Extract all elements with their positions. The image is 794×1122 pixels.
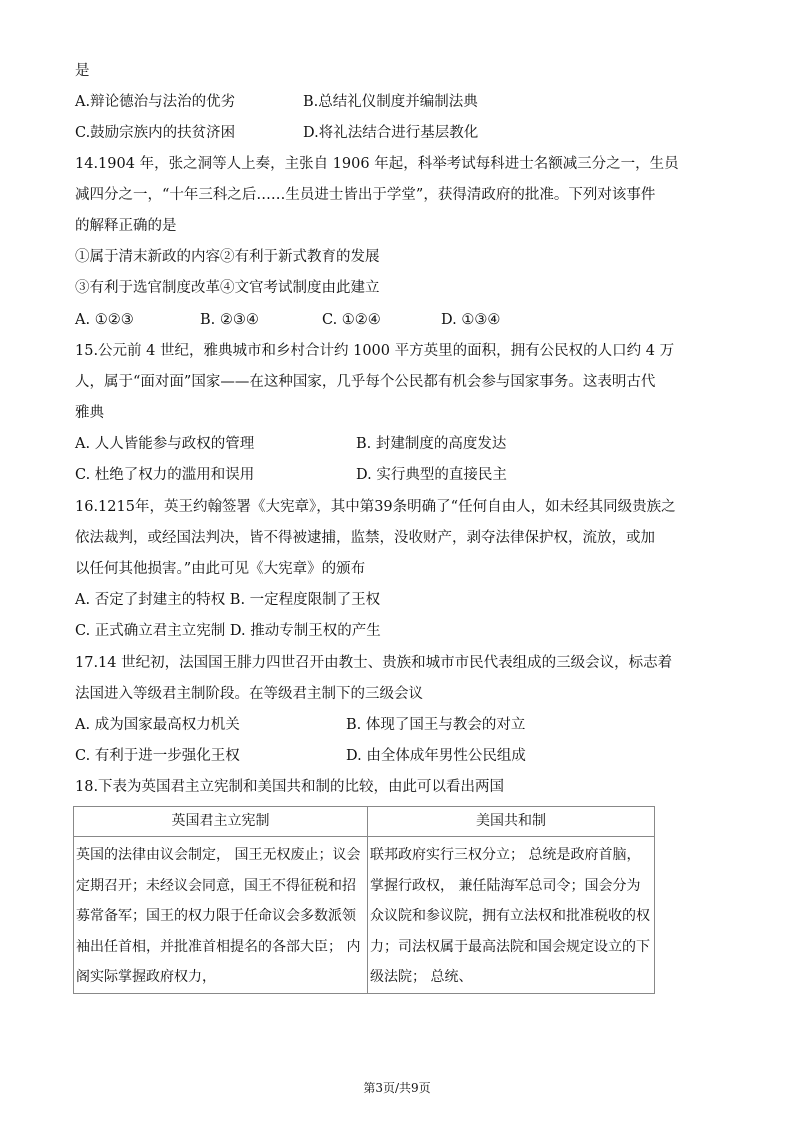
q13-option-a: A.辩论德治与法治的优劣 [75,94,236,110]
q13-option-d: D.将礼法结合进行基层教化 [303,125,479,141]
q14-option-b: B. ②③④ [200,312,259,328]
table-header-row [74,807,655,837]
q13-option-c: C.鼓励宗族内的扶贫济困 [75,125,236,141]
q13-options-row-1 [75,92,735,112]
comparison-table [73,806,655,994]
q17-option-c: C. 有利于进一步强化王权 [75,748,240,764]
q15-options-row-1 [75,434,735,454]
table-cell-uk: 英国的法律由议会制定， 国王无权废止；议会定期召开；未经议会同意，国王不得征税和招募常备军；国王的权力限于任命议会多数派领袖出任首相，并批准首相提名的各部大臣； 内阁实际掌握政府权力， [74,837,368,994]
q16-options-cd: C. 正式确立君主立宪制 D. 推动专制王权的产生 [75,623,381,639]
q14-option-a: A. ①②③ [75,312,134,328]
q15-stem-line-3: 雅典 [75,405,104,421]
q14-option-c: C. ①②④ [322,312,381,328]
table-header-us: 美国共和制 [368,807,655,837]
q14-stem-line-1: 14.1904 年，张之洞等人上奏，主张自 1906 年起，科举考试每科进士名额减三分之一，生员 [75,156,679,172]
q17-option-d: D. 由全体成年男性公民组成 [346,748,526,764]
q13-options-row-2 [75,123,735,143]
q17-stem-line-1: 17.14 世纪初，法国国王腓力四世召开由教士、贵族和城市市民代表组成的三级会议，标志着 [75,655,673,671]
q15-stem-line-2: 人，属于“面对面”国家——在这种国家，几乎每个公民都有机会参与国家事务。这表明古代 [75,374,656,390]
q14-statements-1: ①属于清末新政的内容②有利于新式教育的发展 [75,249,380,265]
q17-option-a: A. 成为国家最高权力机关 [75,717,240,733]
q18-stem-line-1: 18.下表为英国君主立宪制和美国共和制的比较，由此可以看出两国 [75,779,505,795]
q15-option-c: C. 杜绝了权力的滥用和误用 [75,467,255,483]
q14-stem-line-2: 减四分之一，“十年三科之后……生员进士皆出于学堂”，获得清政府的批准。下列对该事件 [75,187,656,203]
q15-options-row-2 [75,465,735,485]
q16-stem-line-3: 以任何其他损害。”由此可见《大宪章》的颁布 [75,561,366,577]
q14-option-d: D. ①③④ [441,312,501,328]
q17-option-b: B. 体现了国王与教会的对立 [346,717,526,733]
q14-options-row [75,310,735,330]
q15-option-a: A. 人人皆能参与政权的管理 [75,436,255,452]
page-number: 第3页/共9页 [363,1081,431,1095]
table-cell-us: 联邦政府实行三权分立； 总统是政府首脑， 掌握行政权， 兼任陆海军总司令；国会分为众议院和参议院，拥有立法权和批准税收的权力；司法权属于最高法院和国会规定设立的下级法院； 总统、 [368,837,655,994]
table-header-uk: 英国君主立宪制 [74,807,368,837]
q13-option-b: B.总结礼仪制度并编制法典 [303,94,478,110]
q15-option-d: D. 实行典型的直接民主 [356,467,507,483]
q15-option-b: B. 封建制度的高度发达 [356,436,507,452]
q16-stem-line-2: 依法裁判，或经国法判决，皆不得被逮捕，监禁，没收财产，剥夺法律保护权，流放，或加 [75,530,655,546]
q17-options-row-1 [75,715,735,735]
q14-statements-2: ③有利于选官制度改革④文官考试制度由此建立 [75,280,380,296]
table-row [74,837,655,994]
q15-stem-line-1: 15.公元前 4 世纪，雅典城市和乡村合计约 1000 平方英里的面积，拥有公民权的人口约 4 万 [75,343,675,359]
continuation-text: 是 [75,63,90,79]
q17-stem-line-2: 法国进入等级君主制阶段。在等级君主制下的三级会议 [75,686,423,702]
q16-options-ab: A. 否定了封建主的特权 B. 一定程度限制了王权 [75,592,381,608]
q16-stem-line-1: 16.1215年，英王约翰签署《大宪章》，其中第39条明确了“任何自由人，如未经其同级贵族之 [75,499,676,515]
q14-stem-line-3: 的解释正确的是 [75,218,177,234]
q17-options-row-2 [75,746,735,766]
